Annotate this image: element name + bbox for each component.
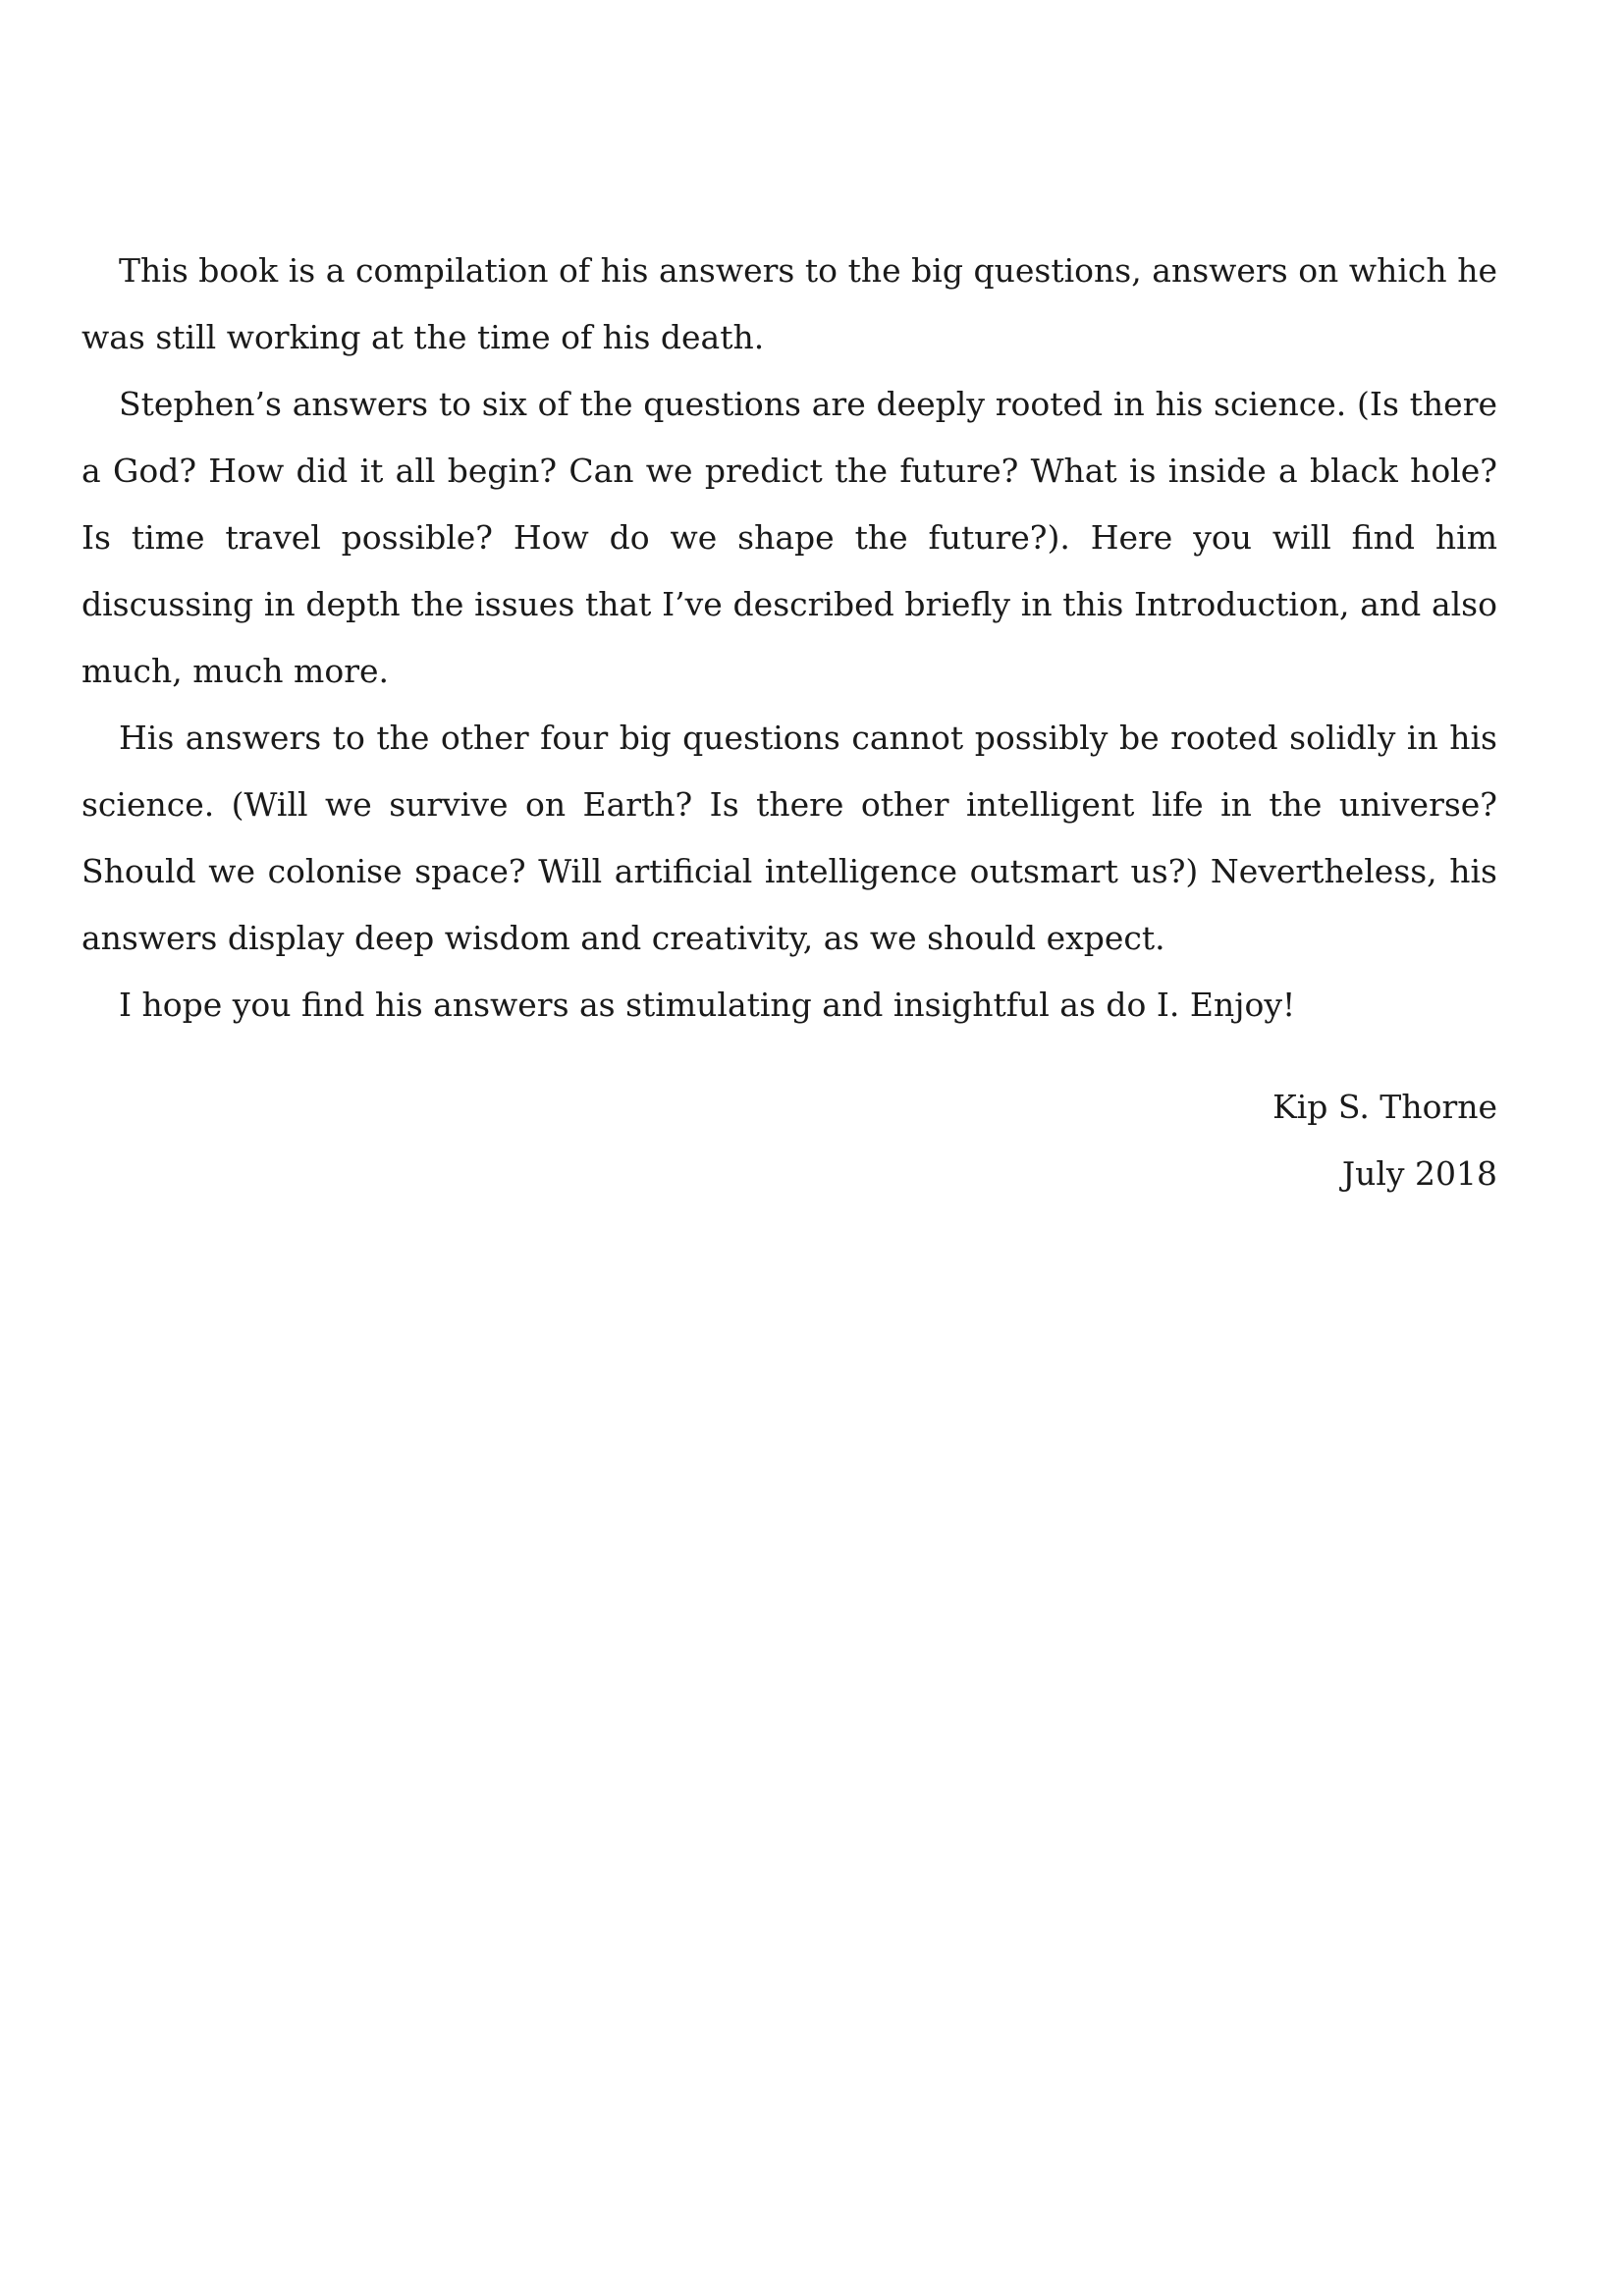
body-text xyxy=(81,238,1497,1039)
signature-date: July 2018 xyxy=(1341,1154,1497,1193)
paragraph-other-questions: His answers to the other four big questions cannot possibly be rooted solidly in his science. (Will we survive on Earth? Is there other intelligent life in the universe? Should we colonise space? Will artificial intelligence outsmart us?) Nevertheless, his answers display deep wisdom and creativity, as we should expect. xyxy=(81,719,1497,957)
paragraph-closing: I hope you find his answers as stimulating and insightful as do I. Enjoy! xyxy=(119,986,1296,1024)
signature-author: Kip S. Thorne xyxy=(1272,1088,1497,1126)
signature-block xyxy=(1272,1074,1497,1207)
paragraph-science-questions: Stephen’s answers to six of the questions are deeply rooted in his science. (Is there a God? How did it all begin? Can we predict the future? What is inside a black hole? Is time travel possible? How do we shape the future?). Here you will find him discussing in depth the issues that I’ve described briefly in this Introduction, and also much, much more. xyxy=(81,385,1497,690)
paragraph-compilation: This book is a compilation of his answers to the big questions, answers on which he was still working at the time of his death. xyxy=(81,251,1497,356)
